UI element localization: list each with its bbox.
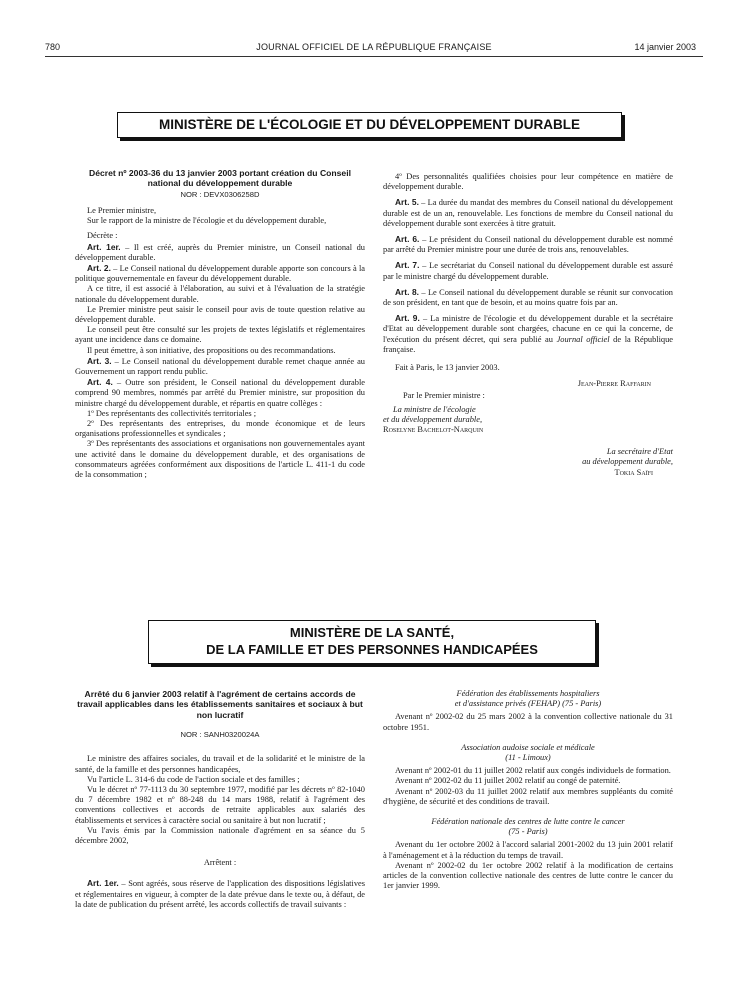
- par-premier-ministre: Par le Premier ministre :: [403, 391, 485, 401]
- decret-art-9: Art. 9. – La ministre de l'écologie et du développement durable et la secrétaire d'Etat au développement durable sont chargées, chacune en ce qui la concerne, de l'exécution du présent décret, qui sera publié au Journal officiel de la République française.: [383, 313, 674, 354]
- signature-premier-ministre: Jean-Pierre Raffarin: [577, 379, 651, 389]
- secretaire-name: Tokia Saïfi: [614, 467, 653, 477]
- decrete: Décrète :: [87, 231, 118, 241]
- ministry-sante-line-1: MINISTÈRE DE LA SANTÉ,: [289, 625, 455, 640]
- org-1-name-2: et d'assistance privés (FEHAP) (75 - Paris): [454, 699, 602, 709]
- decret-art-1: Art. 1er. – Il est créé, auprès du Premier ministre, un Conseil national du développement durable.: [75, 241, 365, 262]
- decret-art-2: Art. 2. – Le Conseil national du développement durable apporte son concours à la politique gouvernementale en faveur du développement durable.: [75, 263, 365, 284]
- org-3-name-2: (75 - Paris): [508, 827, 548, 837]
- arrete-p3: Vu le décret nº 77-1113 du 30 septembre 1977, modifié par les décrets nº 82-1040 du 7 décembre 1982 et nº 88-248 du 14 mars 1988, relatif à l'agrément des conventions collectives et accords de retraite applicables aux salariés des établissements et services à caractère social ou sanitaire à but non lucratif ;: [75, 785, 365, 825]
- decret-art-2-d: Le conseil peut être consulté sur les projets de textes législatifs et réglementaires ayant une incidence dans ce domaine.: [75, 325, 365, 345]
- org-1-name-1: Fédération des établissements hospitaliers: [456, 689, 600, 698]
- org-2-text-2: Avenant nº 2002-02 du 11 juillet 2002 relatif au congé de paternité.: [395, 776, 621, 786]
- header-rule: [45, 56, 703, 57]
- secretaire-title-1: La secrétaire d'Etat: [606, 447, 673, 457]
- decret-art-2-c: Le Premier ministre peut saisir le conseil pour avis de toute question relative au développement durable.: [75, 304, 365, 325]
- decret-fait: Fait à Paris, le 13 janvier 2003.: [395, 363, 500, 373]
- decret-art-4-2: 2º Des représentants des entreprises, du monde économique et de leurs organisations professionnelles et syndicales ;: [75, 419, 365, 439]
- decret-art-7: Art. 7. – Le secrétariat du Conseil national du développement durable est assuré par le ministre chargé du développement durable.: [383, 260, 673, 281]
- decret-art-4-4: 4º Des personnalités qualifiées choisies pour leur compétence en matière de développement durable.: [383, 172, 673, 192]
- decret-art-6: Art. 6. – Le président du Conseil national du développement durable est nommé par arrêté du Premier ministre pour une durée de trois ans, renouvelables.: [383, 234, 673, 255]
- page-number: 780: [45, 42, 61, 52]
- ministre-title-1: La ministre de l'écologie: [393, 404, 476, 414]
- decret-art-4: Art. 4. – Outre son président, le Conseil national du développement durable comprend 90 membres, nommés par arrêté du Premier ministre, sur proposition du ministre chargé du développement durable, et répartis en quatre collèges :: [75, 377, 365, 408]
- arrete-p2: Vu l'article L. 314-6 du code de l'action sociale et des familles ;: [87, 774, 300, 784]
- org-2-name-1: Association audoise sociale et médicale: [461, 742, 595, 752]
- decret-left-column: [75, 168, 365, 480]
- secretaire-title-2: au développement durable,: [582, 457, 673, 467]
- arrete-right-column: [383, 689, 673, 891]
- arretent: Arrêtent :: [203, 858, 237, 868]
- arrete-nor: NOR : SANH0320024A: [180, 730, 260, 740]
- org-2-name-2: (11 - Limoux): [505, 753, 551, 763]
- running-header: [0, 42, 748, 56]
- decret-intro-2: Sur le rapport de la ministre de l'écologie et du développement durable,: [87, 216, 327, 226]
- decret-art-4-1: 1º Des représentants des collectivités territoriales ;: [87, 408, 257, 418]
- arrete-title: Arrêté du 6 janvier 2003 relatif à l'agrément de certains accords de travail applicables dans les établissements sanitaires et sociaux à but non lucratif: [77, 689, 363, 720]
- ministre-title-2: et du développement durable,: [383, 414, 483, 424]
- decret-art-4-3: 3º Des représentants des associations et organisations non gouvernementales ayant une activité dans le domaine du développement durable, et des organisations de consommateurs agréées conformément aux dispositions de l'article L. 411-1 du code de la consommation ;: [75, 439, 365, 480]
- org-2-text-3: Avenant nº 2002-03 du 11 juillet 2002 relatif aux membres suppléants du comité d'hygiène, de sécurité et des conditions de travail.: [383, 786, 673, 806]
- ministry-title: MINISTÈRE DE L'ÉCOLOGIE ET DU DÉVELOPPEMENT DURABLE: [159, 117, 580, 132]
- org-3-name-1: Fédération nationale des centres de lutte contre le cancer: [431, 817, 625, 827]
- decret-art-2-e: Il peut émettre, à son initiative, des propositions ou des recommandations.: [87, 345, 336, 355]
- decret-art-3: Art. 3. – Le Conseil national du développement durable remet chaque année au Gouvernement un rapport rendu public.: [75, 355, 365, 377]
- decret-art-5: Art. 5. – La durée du mandat des membres du Conseil national du développement durable est de un an, renouvelable. Les fonctions de membre du Conseil national du développement durable sont exercées à titre gratuit.: [383, 197, 673, 228]
- journal-title: JOURNAL OFFICIEL DE LA RÉPUBLIQUE FRANÇAISE: [256, 42, 492, 52]
- ministry-title-box: [117, 112, 622, 138]
- ministre-name: Roselyne Bachelot-Narquin: [383, 425, 484, 435]
- ministry-sante-box: [148, 620, 596, 664]
- decret-title: Décret nº 2003-36 du 13 janvier 2003 portant création du Conseil national du développement durable: [88, 168, 351, 189]
- decret-art-2-b: A ce titre, il est associé à l'élaboration, au suivi et à l'évaluation de la stratégie nationale du développement durable.: [75, 284, 365, 304]
- arrete-p1: Le ministre des affaires sociales, du travail et de la solidarité et le ministre de la santé, de la famille et des personnes handicapées,: [75, 754, 365, 774]
- arrete-left-column: [75, 689, 365, 910]
- org-3-text-1: Avenant du 1er octobre 2002 à l'accord salarial 2001-2002 du 13 juin 2001 relatif à l'aménagement et à la réduction du temps de travail.: [383, 840, 673, 860]
- arrete-art-1: Art. 1er. – Sont agréés, sous réserve de l'application des dispositions législatives et réglementaires en vigueur, à compter de la date prévue dans le texte ou, à défaut, de la date de publication du présent arrêté, les accords collectifs de travail suivants :: [75, 878, 365, 909]
- ministry-sante-line-2: DE LA FAMILLE ET DES PERSONNES HANDICAPÉES: [206, 642, 538, 657]
- decret-intro-1: Le Premier ministre,: [87, 206, 157, 216]
- org-2-text-1: Avenant nº 2002-01 du 11 juillet 2002 relatif aux congés individuels de formation.: [395, 766, 671, 776]
- decret-right-column: [383, 172, 673, 478]
- decret-art-8: Art. 8. – Le Conseil national du développement durable se réunit sur convocation de son président, en tant que de besoin, et au moins quatre fois par an.: [383, 286, 673, 308]
- issue-date: 14 janvier 2003: [634, 42, 696, 52]
- decret-nor: NOR : DEVX0306258D: [180, 189, 260, 199]
- org-3-text-2: Avenant nº 2002-02 du 1er octobre 2002 relatif à la modification de certains articles de la convention collective nationale des centres de lutte contre le cancer du 1er janvier 1999.: [383, 860, 673, 891]
- org-1-text: Avenant nº 2002-02 du 25 mars 2002 à la convention collective nationale du 31 octobre 1951.: [383, 712, 673, 732]
- arrete-p4: Vu l'avis émis par la Commission nationale d'agrément en sa séance du 5 décembre 2002,: [75, 825, 365, 846]
